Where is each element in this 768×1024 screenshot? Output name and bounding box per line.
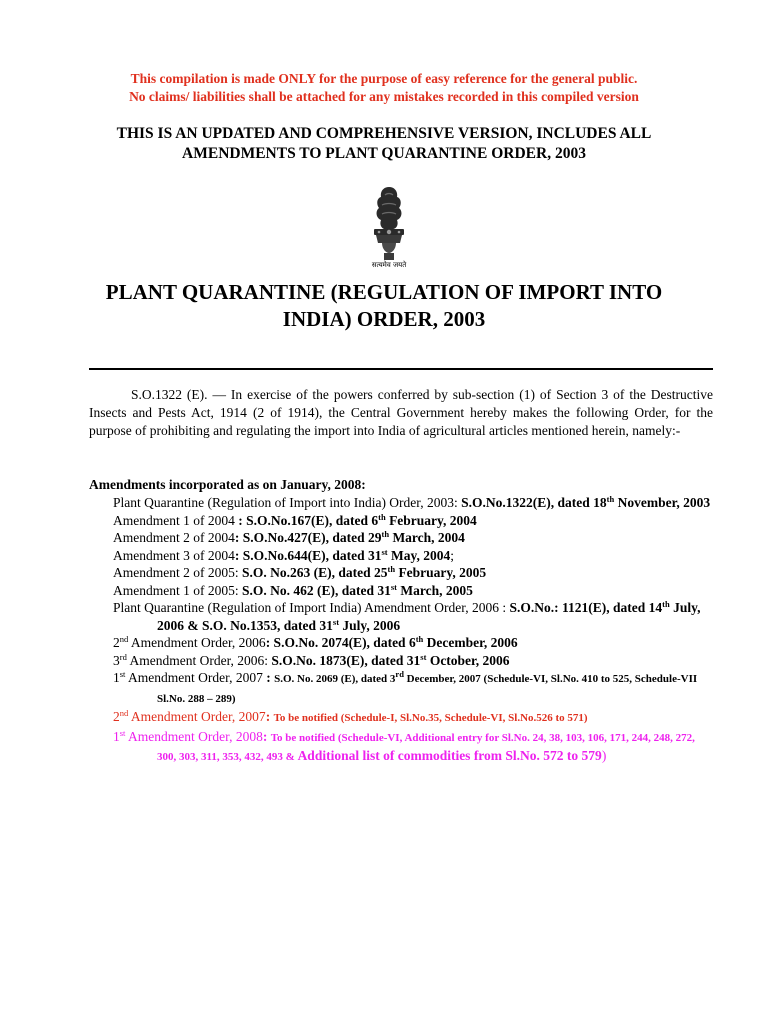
- amendments-list: [113, 494, 715, 767]
- amendment-date: Additional list of commodities from Sl.No. 572 to 579: [297, 748, 602, 763]
- amendment-reference: :: [266, 670, 275, 685]
- ordinal-suffix: st: [119, 727, 126, 738]
- ordinal-suffix: nd: [119, 708, 129, 718]
- ordinal-suffix: th: [662, 599, 670, 609]
- amendment-punct: ): [601, 748, 607, 763]
- amendment-item: [113, 547, 715, 565]
- amendment-item: [113, 728, 715, 767]
- amendment-reference: :: [265, 709, 274, 724]
- updated-notice: [0, 124, 768, 164]
- disclaimer-line-2: No claims/ liabilities shall be attached for any mistakes recorded in this compiled version: [129, 89, 639, 104]
- amendment-item: [113, 512, 715, 530]
- amendment-item: [113, 529, 715, 547]
- amendment-label: Amendment 3 of 2004: [113, 547, 235, 563]
- amendment-detail: To be notified (Schedule-I, Sl.No.35, Schedule-VI, Sl.No.526 to 571): [273, 712, 588, 724]
- amendment-item: [113, 582, 715, 600]
- disclaimer-line-1: This compilation is made ONLY for the purpose of easy reference for the general public.: [130, 71, 638, 86]
- amendment-date: December, 2006: [423, 635, 518, 650]
- amendment-label: Plant Quarantine (Regulation of Import into India) Order, 2003:: [113, 495, 462, 510]
- amendment-label: Amendment Order, 2006: [128, 635, 266, 650]
- amendment-item: [113, 494, 715, 512]
- ordinal-suffix: th: [415, 634, 424, 644]
- emblem-motto: सत्यमेव जयते: [371, 261, 407, 269]
- amendment-label: Plant Quarantine (Regulation of Import India) Amendment Order, 2006 :: [113, 600, 510, 615]
- amendment-detail: S.O. No. 2069 (E), dated 3: [274, 673, 396, 685]
- amendment-reference: S.O.No.1322(E), dated 18: [461, 495, 607, 510]
- amendment-item: [113, 564, 715, 582]
- amendment-number: 1: [113, 728, 120, 744]
- ordinal-suffix: nd: [119, 634, 129, 644]
- amendment-item: [113, 634, 715, 652]
- ordinal-suffix: st: [390, 581, 398, 592]
- ordinal-suffix: th: [606, 494, 615, 504]
- amendment-number: 2: [113, 635, 120, 650]
- amendment-label: Amendment Order, 2008: [125, 728, 263, 744]
- updated-notice-line-2: AMENDMENTS TO PLANT QUARANTINE ORDER, 2003: [182, 145, 586, 162]
- disclaimer: [0, 70, 768, 106]
- amendment-date: October, 2006: [426, 652, 510, 668]
- amendment-label: Amendment Order, 2006:: [126, 652, 272, 668]
- ordinal-suffix: st: [332, 616, 340, 627]
- amendment-number: 2: [113, 709, 120, 724]
- amendment-punct: ;: [450, 547, 455, 563]
- amendment-number: 3: [113, 652, 120, 668]
- order-title: [60, 279, 708, 333]
- amendment-reference: S.O. No. 462 (E), dated 31: [241, 582, 391, 598]
- amendment-label: Amendment Order, 2007: [128, 709, 266, 724]
- amendment-date: July, 2006 & S.O. No.1353, dated 31: [157, 600, 701, 633]
- amendment-item: [113, 669, 715, 708]
- amendment-reference: S.O.No. 1873(E), dated 31: [271, 652, 421, 668]
- amendment-date: July, 2006: [339, 617, 401, 633]
- amendment-date: February, 2004: [385, 512, 477, 528]
- amendment-date: November, 2003: [614, 495, 711, 510]
- amendments-heading: Amendments incorporated as on January, 2008:: [89, 477, 366, 492]
- ordinal-suffix: rd: [395, 669, 404, 679]
- ordinal-suffix: st: [119, 669, 126, 679]
- amendment-reference: : S.O.No.644(E), dated 31: [234, 547, 382, 563]
- amendment-detail: December, 2007 (Schedule-VI, Sl.No. 410 to 525, Schedule-VII Sl.No. 288 – 289): [157, 673, 698, 705]
- amendment-label: Amendment 2 of 2005:: [113, 565, 242, 580]
- ordinal-suffix: th: [381, 529, 390, 539]
- amendment-date: February, 2005: [395, 565, 487, 580]
- amendment-item: [113, 652, 715, 670]
- amendment-reference: : S.O.No. 2074(E), dated 6: [265, 635, 416, 650]
- amendment-number: 1: [113, 670, 120, 685]
- amendment-reference: : S.O.No.167(E), dated 6: [238, 512, 379, 528]
- amendment-date: March, 2005: [397, 582, 473, 598]
- amendment-item: [113, 708, 715, 728]
- amendment-label: Amendment 2 of 2004: [113, 530, 235, 545]
- amendment-label: Amendment 1 of 2005:: [113, 582, 242, 598]
- ordinal-suffix: st: [420, 651, 427, 662]
- amendment-label: Amendment 1 of 2004: [113, 512, 239, 528]
- updated-notice-line-1: THIS IS AN UPDATED AND COMPREHENSIVE VERSION, INCLUDES ALL: [116, 125, 652, 142]
- order-title-line-1: PLANT QUARANTINE (REGULATION OF IMPORT INTO: [105, 280, 663, 304]
- ordinal-suffix: th: [387, 564, 396, 574]
- amendment-date: March, 2004: [389, 530, 465, 545]
- amendment-reference: S.O.No.: 1121(E), dated 14: [509, 600, 663, 615]
- order-title-line-2: INDIA) ORDER, 2003: [282, 307, 486, 331]
- amendment-label: Amendment Order, 2007: [125, 670, 267, 685]
- amendment-item: [113, 599, 715, 634]
- amendment-detail: To be notified (Schedule-VI, Additional entry for Sl.No. 24, 38, 103, 106, 171, 244, 248, 272, 300, 303, 311, 353, 432, 493 &: [157, 731, 695, 763]
- ordinal-suffix: st: [381, 546, 388, 557]
- amendment-reference: : S.O.No.427(E), dated 29: [234, 530, 382, 545]
- title-divider: [89, 368, 713, 370]
- ordinal-suffix: th: [378, 511, 386, 522]
- intro-paragraph: S.O.1322 (E). — In exercise of the powers conferred by sub-section (1) of Section 3 of the Destructive Insects and Pests Act, 1914 (2 of 1914), the Central Government hereby makes the following Order, for the purpose of prohibiting and regulating the import into India of agricultural articles mentioned herein, namely:-: [89, 387, 713, 438]
- amendment-reference: :: [262, 728, 271, 744]
- ordinal-suffix: rd: [119, 651, 127, 662]
- amendment-date: May, 2004: [387, 547, 451, 563]
- amendment-reference: S.O. No.263 (E), dated 25: [241, 565, 388, 580]
